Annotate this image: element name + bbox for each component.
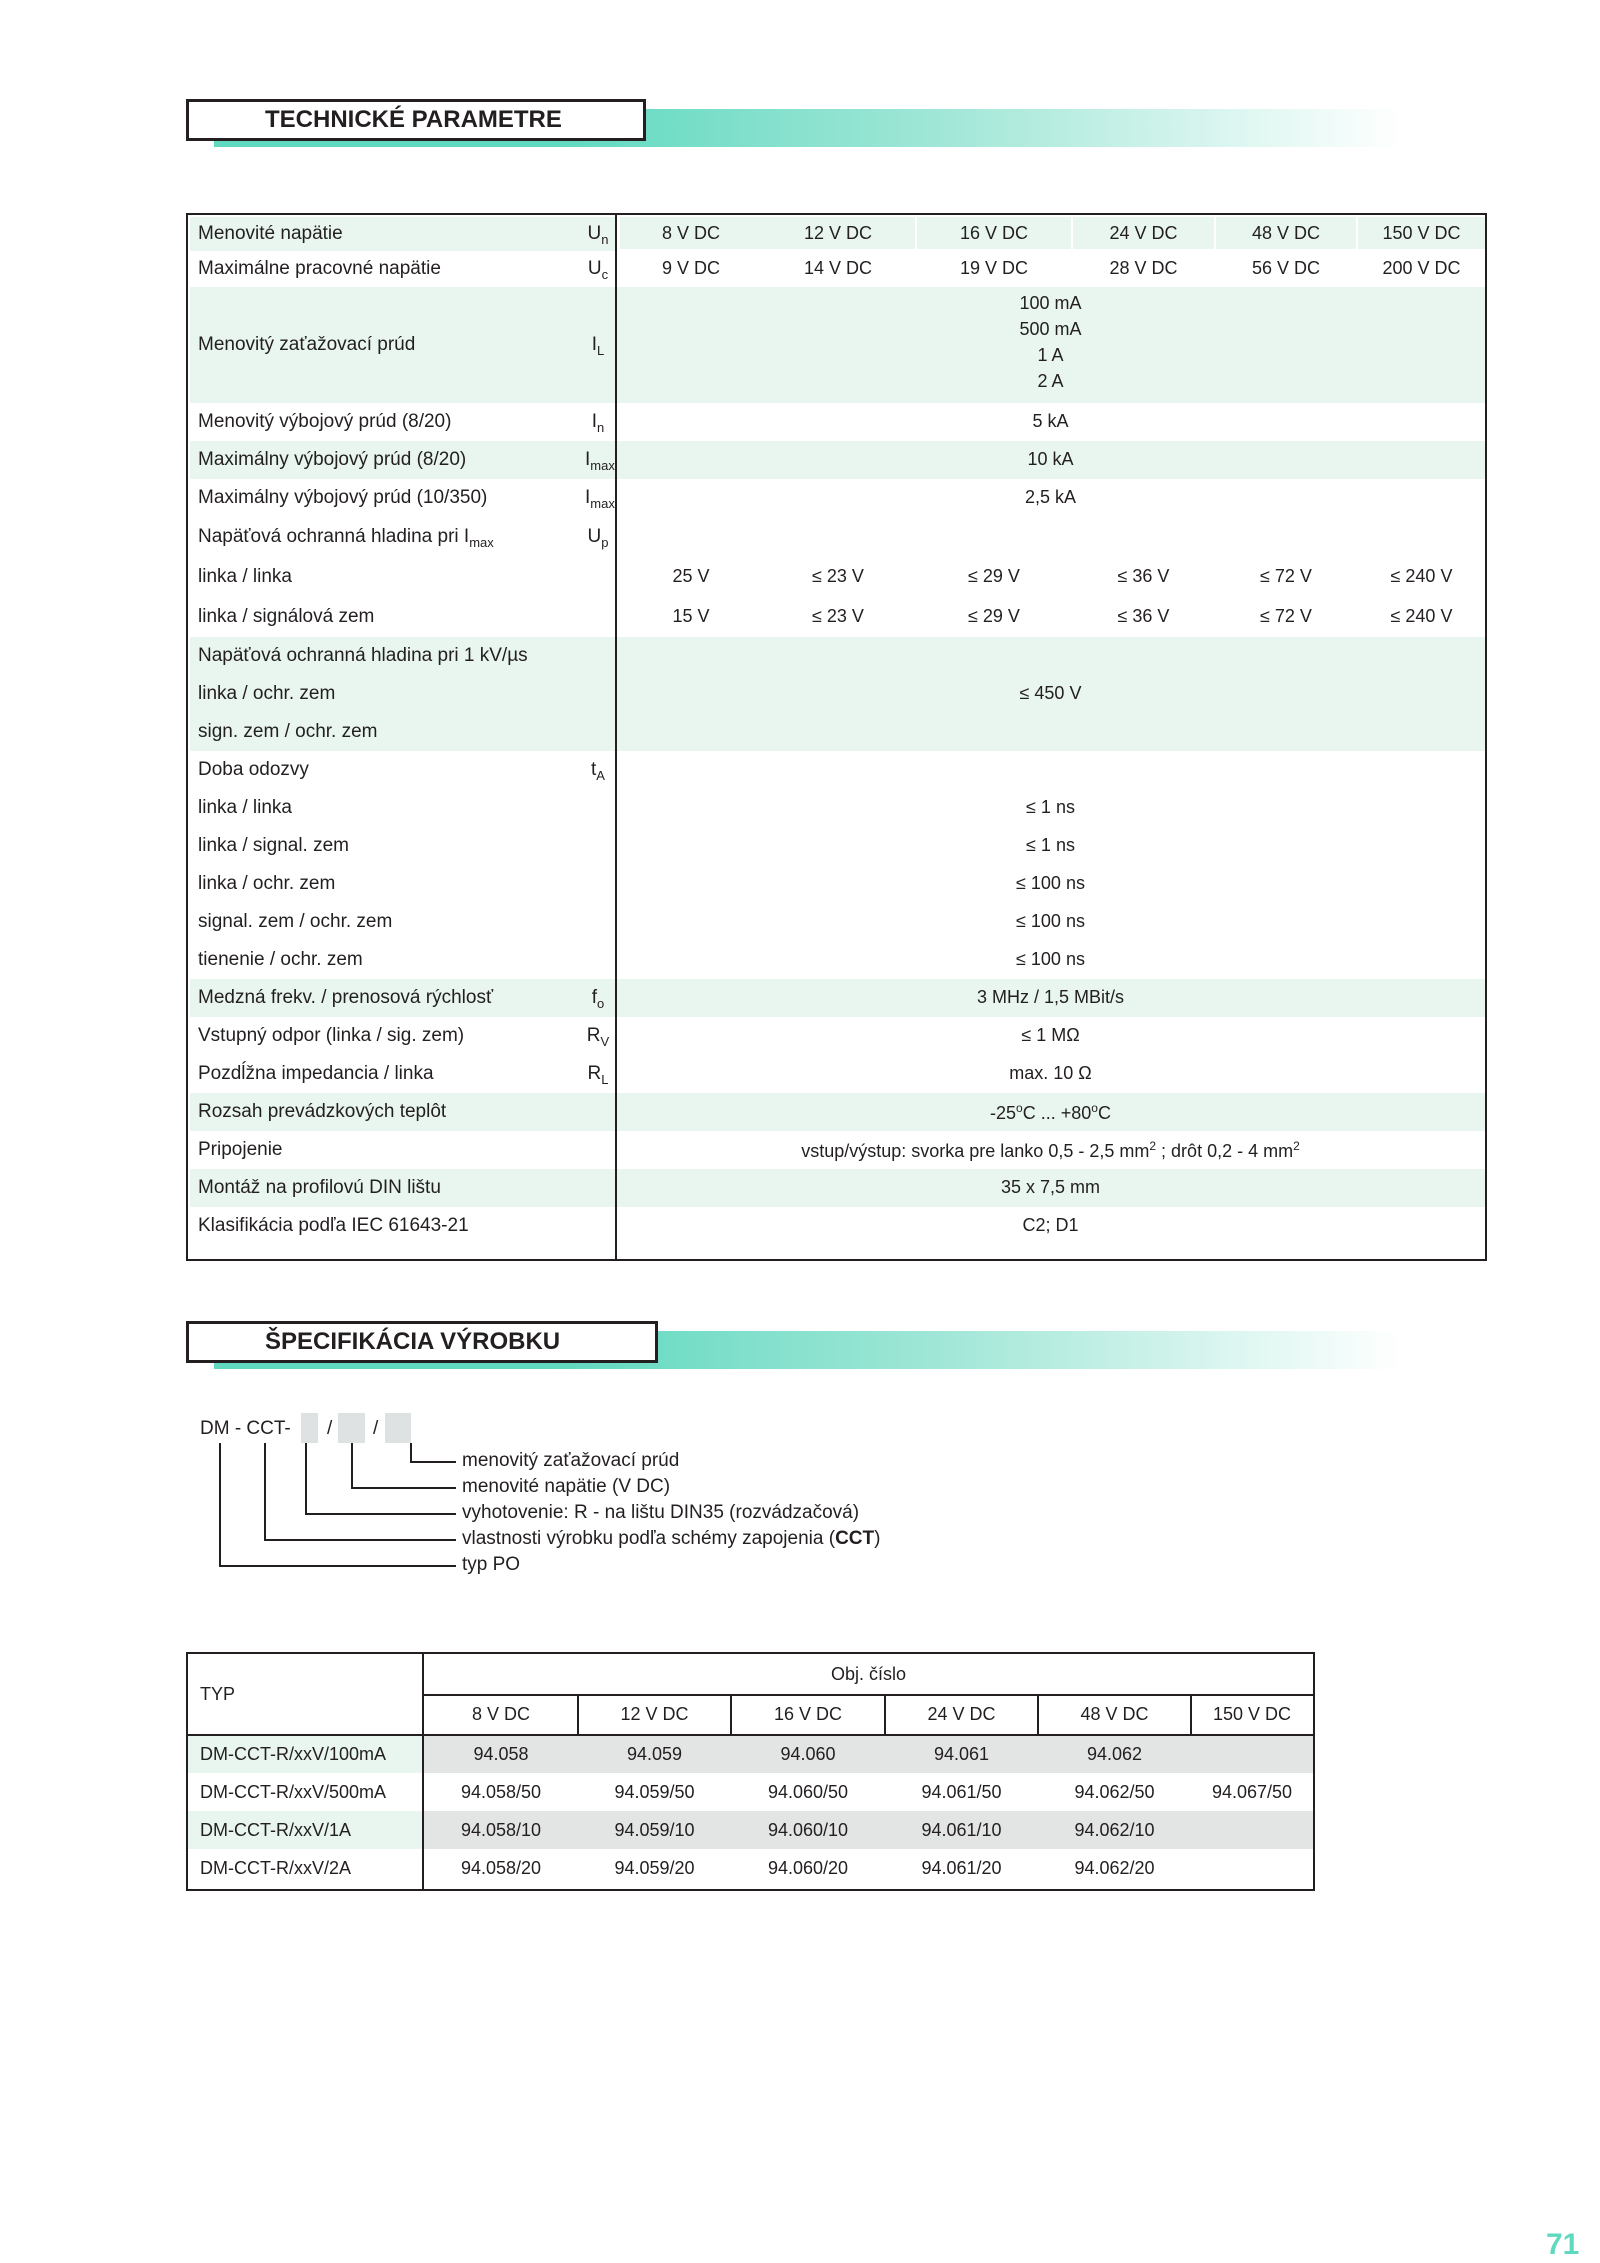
param-value: 48 V DC xyxy=(1216,217,1356,249)
column-header: 24 V DC xyxy=(927,1704,996,1724)
param-value: 2,5 kA xyxy=(1024,487,1077,507)
row-type: DM-CCT-R/xxV/500mA xyxy=(200,1782,387,1802)
param-label: Menovitý výbojový prúd (8/20) xyxy=(198,411,452,432)
table-row xyxy=(190,1207,1485,1245)
param-value: ≤ 1 ns xyxy=(1026,835,1075,855)
table-row xyxy=(190,403,1485,441)
param-value: 200 V DC xyxy=(1382,258,1461,278)
param-label: Maximálny výbojový prúd (10/350) xyxy=(198,487,488,508)
typ-header: TYP xyxy=(200,1684,236,1704)
section-title: ŠPECIFIKÁCIA VÝROBKU xyxy=(186,1321,658,1363)
symbol-letter: I xyxy=(591,411,598,432)
code-placeholder xyxy=(301,1413,318,1443)
param-value: 14 V DC xyxy=(803,258,873,278)
table-row xyxy=(188,1735,1313,1773)
table-row xyxy=(190,251,1485,287)
order-number: 94.059/20 xyxy=(614,1858,695,1878)
table-row xyxy=(190,597,1485,637)
value-part: -25 xyxy=(990,1103,1017,1123)
order-number: 94.060/50 xyxy=(767,1782,849,1802)
param-value: ≤ 240 V xyxy=(1390,566,1453,586)
column-header: 48 V DC xyxy=(1080,1704,1149,1724)
table-row xyxy=(190,637,1485,675)
param-value: 25 V xyxy=(672,566,710,586)
table-row xyxy=(190,1017,1485,1055)
param-symbol xyxy=(585,334,611,358)
code-prefix: DM - CCT- xyxy=(200,1418,291,1439)
param-value: ≤ 29 V xyxy=(968,566,1020,586)
table-divider xyxy=(615,215,617,1259)
param-value: ≤ 29 V xyxy=(968,606,1020,626)
param-value: 56 V DC xyxy=(1251,258,1321,278)
order-number: 94.059/50 xyxy=(614,1782,695,1802)
param-value: 10 kA xyxy=(1027,449,1074,469)
section-title: TECHNICKÉ PARAMETRE xyxy=(186,99,646,141)
param-value: C2; D1 xyxy=(1022,1215,1079,1235)
value-superscript: o xyxy=(1091,1101,1098,1115)
symbol-subscript: p xyxy=(601,534,609,550)
param-value: ≤ 23 V xyxy=(812,566,864,586)
order-number: 94.058/20 xyxy=(460,1858,542,1878)
symbol-subscript: A xyxy=(596,767,605,783)
value-part: ; drôt 0,2 - 4 mm xyxy=(1156,1141,1294,1161)
order-number: 94.062 xyxy=(1086,1744,1143,1764)
param-value: 9 V DC xyxy=(661,258,721,278)
spec-line-properties-bold: CCT xyxy=(835,1528,875,1549)
order-number: 94.058 xyxy=(473,1744,529,1764)
param-label: linka / linka xyxy=(198,797,292,818)
table-row xyxy=(190,217,1485,251)
column-header: 12 V DC xyxy=(620,1704,689,1724)
order-number: 94.062/50 xyxy=(1074,1782,1155,1802)
table-row xyxy=(188,1773,1313,1811)
spec-line-voltage: menovité napätie (V DC) xyxy=(462,1476,671,1497)
code-separator: / xyxy=(373,1418,379,1439)
symbol-letter: U xyxy=(587,223,602,244)
param-value xyxy=(620,1139,1481,1162)
table-row xyxy=(190,1093,1485,1131)
symbol-subscript: c xyxy=(601,266,609,282)
connector-line xyxy=(351,1443,353,1488)
table-row xyxy=(188,1849,1313,1887)
param-value: 2 A xyxy=(1037,371,1064,391)
param-label: Rozsah prevádzkových teplôt xyxy=(198,1101,447,1122)
table-row xyxy=(190,1131,1485,1169)
row-type: DM-CCT-R/xxV/1A xyxy=(200,1820,352,1840)
connector-line xyxy=(305,1443,307,1514)
order-number: 94.058/10 xyxy=(460,1820,542,1840)
param-label: linka / signálová zem xyxy=(198,606,375,627)
symbol-letter: U xyxy=(587,258,602,279)
table-row xyxy=(190,517,1485,557)
symbol-subscript: n xyxy=(601,231,609,247)
grid-line xyxy=(188,1734,1313,1736)
table-row xyxy=(190,789,1485,827)
grid-line xyxy=(577,1695,579,1735)
symbol-letter: I xyxy=(585,487,591,508)
param-value: 500 mA xyxy=(1019,319,1082,339)
spec-line-version: vyhotovenie: R - na lištu DIN35 (rozvádzačová) xyxy=(462,1502,860,1523)
param-value: ≤ 72 V xyxy=(1260,606,1312,626)
symbol-subscript: L xyxy=(601,1071,609,1087)
connector-line xyxy=(351,1487,456,1489)
param-label: linka / ochr. zem xyxy=(198,873,336,894)
param-value: 15 V xyxy=(672,606,710,626)
symbol-letter: R xyxy=(586,1025,601,1046)
param-value: ≤ 100 ns xyxy=(1016,911,1085,931)
param-label: Medzná frekv. / prenosová rýchlosť xyxy=(198,987,494,1008)
param-label: linka / linka xyxy=(198,566,292,587)
table-row xyxy=(190,441,1485,479)
grid-line xyxy=(422,1694,1313,1696)
param-label: Maximálny výbojový prúd (8/20) xyxy=(198,449,467,470)
order-number: 94.062/20 xyxy=(1074,1858,1155,1878)
param-label: Menovitý zaťažovací prúd xyxy=(198,334,416,355)
table-row xyxy=(190,941,1485,979)
symbol-subscript: o xyxy=(597,995,605,1011)
param-symbol xyxy=(585,258,611,282)
param-label: linka / ochr. zem xyxy=(198,683,336,704)
param-symbol xyxy=(585,987,611,1011)
param-symbol xyxy=(585,1063,611,1087)
param-value: 28 V DC xyxy=(1109,258,1178,278)
connector-line xyxy=(264,1443,266,1540)
table-row xyxy=(190,1055,1485,1093)
spec-line-properties-text: vlastnosti výrobku podľa schémy zapojenia ( xyxy=(462,1528,836,1549)
param-label: Vstupný odpor (linka / sig. zem) xyxy=(198,1025,465,1046)
param-value: ≤ 450 V xyxy=(1019,683,1082,703)
param-label: Maximálne pracovné napätie xyxy=(198,258,441,279)
symbol-subscript: V xyxy=(600,1033,610,1049)
symbol-subscript: L xyxy=(597,342,605,358)
order-number: 94.061 xyxy=(933,1744,990,1764)
param-symbol xyxy=(585,223,611,247)
column-header: 16 V DC xyxy=(773,1704,843,1724)
order-number: 94.059 xyxy=(626,1744,683,1764)
param-label: Napäťová ochranná hladina pri 1 kV/µs xyxy=(198,645,528,666)
column-header: 8 V DC xyxy=(471,1704,531,1724)
grid-line xyxy=(884,1695,886,1735)
connector-line xyxy=(219,1443,221,1566)
order-number: 94.061/20 xyxy=(921,1858,1002,1878)
value-superscript: 2 xyxy=(1149,1139,1157,1153)
symbol-letter: I xyxy=(591,334,598,355)
param-symbol xyxy=(585,411,611,435)
order-number: 94.060/20 xyxy=(767,1858,849,1878)
param-value: 19 V DC xyxy=(959,258,1029,278)
param-value: 1 A xyxy=(1037,345,1064,365)
param-symbol xyxy=(585,1025,611,1049)
connector-line xyxy=(219,1565,456,1567)
param-value: ≤ 36 V xyxy=(1117,606,1170,626)
value-part: C xyxy=(1097,1103,1111,1123)
order-number-table xyxy=(186,1652,1315,1891)
spec-line-current: menovitý zaťažovací prúd xyxy=(462,1450,680,1471)
value-superscript: 2 xyxy=(1293,1139,1300,1153)
param-label: signal. zem / ochr. zem xyxy=(198,911,393,932)
grid-line xyxy=(1190,1695,1192,1735)
obj-header: Obj. číslo xyxy=(830,1664,907,1684)
value-superscript: o xyxy=(1016,1101,1023,1115)
order-number: 94.059/10 xyxy=(614,1820,695,1840)
symbol-letter: t xyxy=(591,759,597,780)
param-symbol xyxy=(585,759,611,783)
param-value: ≤ 240 V xyxy=(1390,606,1453,626)
symbol-letter: U xyxy=(587,526,602,547)
param-value: ≤ 72 V xyxy=(1260,566,1312,586)
param-label: linka / signal. zem xyxy=(198,835,350,856)
param-value: 35 x 7,5 mm xyxy=(1000,1177,1101,1197)
value-part: vstup/výstup: svorka pre lanko 0,5 - 2,5 mm xyxy=(801,1141,1150,1161)
connector-line xyxy=(410,1461,456,1463)
spec-line-properties xyxy=(462,1528,880,1550)
code-placeholder xyxy=(338,1413,365,1443)
spec-line-type: typ PO xyxy=(462,1554,521,1575)
param-value: ≤ 100 ns xyxy=(1016,873,1085,893)
code-separator: / xyxy=(327,1418,333,1439)
param-value: 3 MHz / 1,5 MBit/s xyxy=(976,987,1125,1007)
symbol-subscript: max xyxy=(590,495,615,511)
param-label: Pripojenie xyxy=(198,1139,283,1160)
table-row xyxy=(190,713,1485,751)
order-number: 94.062/10 xyxy=(1074,1820,1155,1840)
connector-line xyxy=(305,1513,456,1515)
param-label-subscript: max xyxy=(469,534,494,550)
connector-line xyxy=(410,1443,412,1462)
param-label: Montáž na profilovú DIN lištu xyxy=(198,1177,441,1198)
param-symbol xyxy=(585,449,615,473)
order-number: 94.067/50 xyxy=(1211,1782,1293,1802)
param-value: 24 V DC xyxy=(1073,217,1214,249)
code-placeholder xyxy=(385,1413,411,1443)
param-label: Napäťová ochranná hladina pri I xyxy=(198,526,470,547)
row-type: DM-CCT-R/xxV/100mA xyxy=(200,1744,387,1764)
symbol-subscript: max xyxy=(590,457,615,473)
order-number: 94.058/50 xyxy=(460,1782,542,1802)
param-label: sign. zem / ochr. zem xyxy=(198,721,378,742)
order-number: 94.061/10 xyxy=(921,1820,1002,1840)
param-symbol xyxy=(585,487,615,511)
table-row xyxy=(190,557,1485,597)
technical-parameters-table xyxy=(186,213,1487,1261)
order-number: 94.060 xyxy=(780,1744,836,1764)
order-number: 94.060/10 xyxy=(767,1820,849,1840)
symbol-letter: I xyxy=(585,449,591,470)
param-value: 12 V DC xyxy=(761,217,915,249)
column-header: 150 V DC xyxy=(1212,1704,1292,1724)
table-row xyxy=(190,751,1485,789)
param-value: max. 10 Ω xyxy=(1009,1063,1092,1083)
param-value: ≤ 1 MΩ xyxy=(1021,1025,1080,1045)
table-row xyxy=(190,903,1485,941)
param-value: ≤ 36 V xyxy=(1117,566,1170,586)
grid-line xyxy=(1037,1695,1039,1735)
param-value: ≤ 1 ns xyxy=(1026,797,1075,817)
param-value: 5 kA xyxy=(1032,411,1069,431)
table-row xyxy=(190,827,1485,865)
table-row xyxy=(190,865,1485,903)
param-label: Pozdĺžna impedancia / linka xyxy=(198,1063,434,1084)
spec-line-properties-end: ) xyxy=(874,1528,881,1549)
param-value xyxy=(620,1101,1481,1124)
param-label: Klasifikácia podľa IEC 61643-21 xyxy=(198,1215,469,1236)
param-label: Menovité napätie xyxy=(198,223,343,244)
order-number: 94.061/50 xyxy=(921,1782,1002,1802)
param-value: 8 V DC xyxy=(620,217,762,249)
param-label: Doba odozvy xyxy=(198,759,309,780)
row-type: DM-CCT-R/xxV/2A xyxy=(200,1858,352,1878)
table-row xyxy=(190,979,1485,1017)
grid-line xyxy=(730,1695,732,1735)
connector-line xyxy=(264,1539,456,1541)
grid-line xyxy=(422,1654,424,1889)
param-value: ≤ 23 V xyxy=(812,606,864,626)
symbol-letter: R xyxy=(587,1063,602,1084)
table-row xyxy=(190,675,1485,713)
param-label: tienenie / ochr. zem xyxy=(198,949,363,970)
param-value: 150 V DC xyxy=(1358,217,1485,249)
value-part: C ... +80 xyxy=(1022,1103,1092,1123)
symbol-subscript: n xyxy=(597,419,605,435)
param-value: 16 V DC xyxy=(917,217,1071,249)
param-label-wrap xyxy=(198,526,494,550)
page-number: 71 xyxy=(1546,2228,1580,2261)
table-row xyxy=(190,1169,1485,1207)
param-value: 100 mA xyxy=(1019,293,1082,313)
param-symbol xyxy=(585,526,611,550)
table-row xyxy=(188,1811,1313,1849)
table-row xyxy=(190,287,1485,403)
param-value: ≤ 100 ns xyxy=(1016,949,1085,969)
table-row xyxy=(190,479,1485,517)
symbol-letter: f xyxy=(591,987,598,1008)
